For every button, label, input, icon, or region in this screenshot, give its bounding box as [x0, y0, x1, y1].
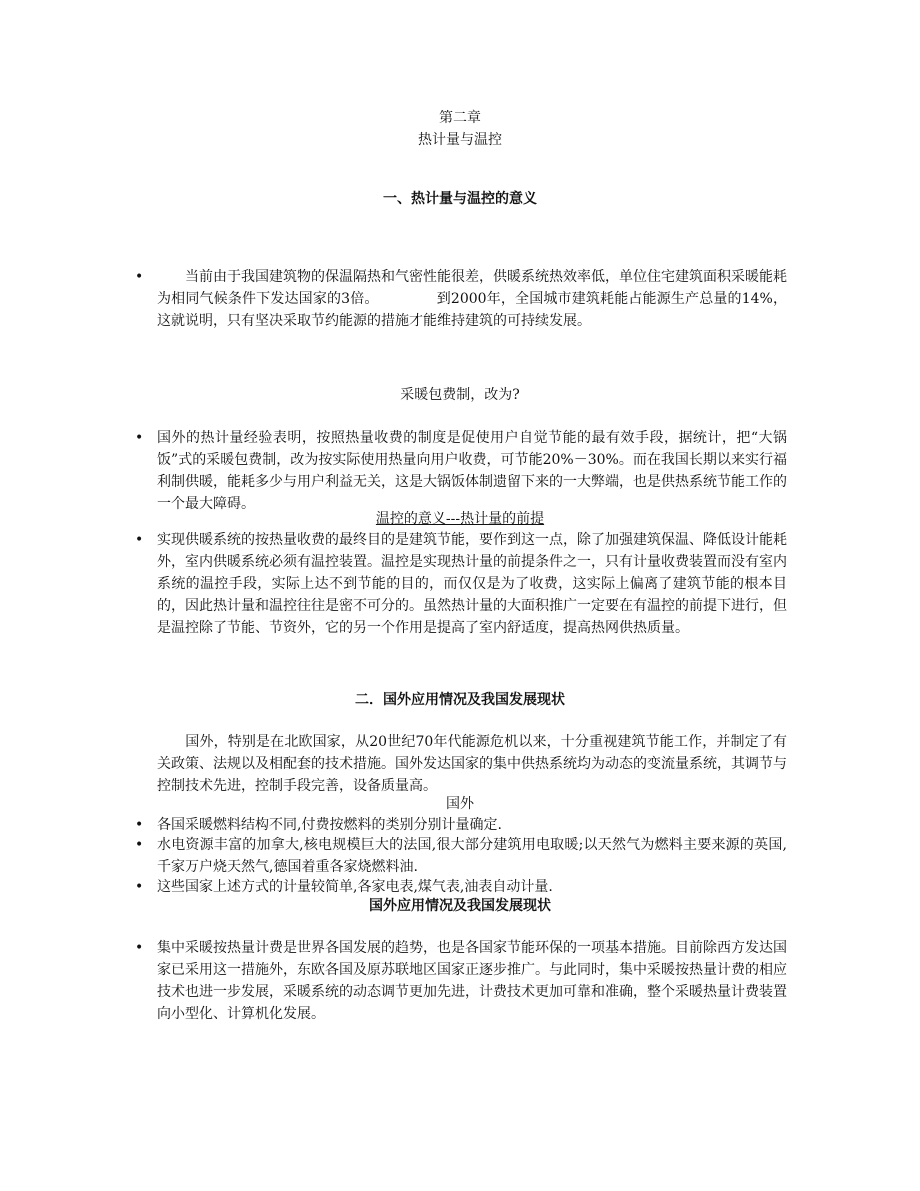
bullet-6: •: [135, 879, 144, 895]
section1-underline-heading: 温控的意义---热计量的前提: [375, 511, 545, 527]
bullet-7: •: [135, 940, 144, 956]
chapter-title: 热计量与温控: [418, 132, 502, 148]
bullet-2: •: [135, 430, 144, 446]
section1-heading: 一、热计量与温控的意义: [383, 191, 537, 207]
bullet-1: •: [135, 269, 144, 285]
section2-sub-label: 国外: [446, 796, 474, 812]
section2-bullet-2: 水电资源丰富的加拿大,核电规模巨大的法国,很大部分建筑用电取暖;以天然气为燃料主要来源的英国,千家万户烧天然气,德国着重各家烧燃料油.: [157, 837, 787, 875]
chapter-number: 第二章: [439, 110, 481, 126]
section2-bullet-1: 各国采暖燃料结构不同,付费按燃料的类别分别计量确定.: [157, 817, 502, 833]
section2-heading-2: 国外应用情况及我国发展现状: [369, 898, 551, 914]
bullet-5: •: [135, 837, 144, 853]
section1-subheading: 采暖包费制，改为?: [400, 387, 520, 403]
section2-final-paragraph: 集中采暖按热量计费是世界各国发展的趋势，也是各国家节能环保的一项基本措施。目前除西方发达国家已采用这一措施外，东欧各国及原苏联地区国家正逐步推广。与此同时，集中采暖按热量计费的相应技术也进一步发展，采暖系统的动态调节更加先进，计费技术更加可靠和准确，整个采暖热量计费装置向小型化、计算机化发展。: [157, 940, 787, 1022]
bullet-4: •: [135, 817, 144, 833]
section1-paragraph-3: 实现供暖系统的按热量收费的最终目的是建筑节能，要作到这一点，除了加强建筑保温、降低设计能耗外，室内供暖系统必须有温控装置。温控是实现热计量的前提条件之一，只有计量收费装置而没有室内系统的温控手段，实际上达不到节能的目的，而仅仅是为了收费，这实际上偏离了建筑节能的根本目的，因此热计量和温控往往是密不可分的。虽然热计量的大面积推广一定要在有温控的前提下进行，但是温控除了节能、节资外，它的另一个作用是提高了室内舒适度，提高热网供热质量。: [157, 532, 787, 636]
section1-paragraph-2: 国外的热计量经验表明，按照热量收费的制度是促使用户自觉节能的最有效手段，据统计，把“大锅饭”式的采暖包费制，改为按实际使用热量向用户收费，可节能20%－30%。而在我国长期以来实行福利制供暖，能耗多少与用户利益无关，这是大锅饭体制遗留下来的一大弊端，也是供热系统节能工作的一个最大障碍。: [157, 430, 787, 512]
section2-bullet-3: 这些国家上述方式的计量较简单,各家电表,煤气表,油表自动计量.: [157, 879, 553, 895]
section1-paragraph-1a: 当前由于我国建筑物的保温隔热和气密性能很差，供暖系统热效率低，单位住宅建筑面积采暖能耗为相同气候条件下发达国家的3倍。: [157, 269, 787, 307]
section1-paragraph-1: [157, 266, 787, 332]
section2-intro: 国外，特别是在北欧国家，从20世纪70年代能源危机以来，十分重视建筑节能工作，并制定了有关政策、法规以及相配套的技术措施。国外发达国家的集中供热系统均为动态的变流量系统，其调节与控制技术先进，控制手段完善，设备质量高。: [157, 734, 787, 794]
section1-paragraph-1b: 到2000年，全国城市建筑耗能占能源生产总量的14%，这就说明，只有坚决采取节约能源的措施才能维持建筑的可持续发展。: [157, 291, 787, 329]
section2-heading: 二．国外应用情况及我国发展现状: [355, 692, 565, 708]
bullet-3: •: [135, 532, 144, 548]
